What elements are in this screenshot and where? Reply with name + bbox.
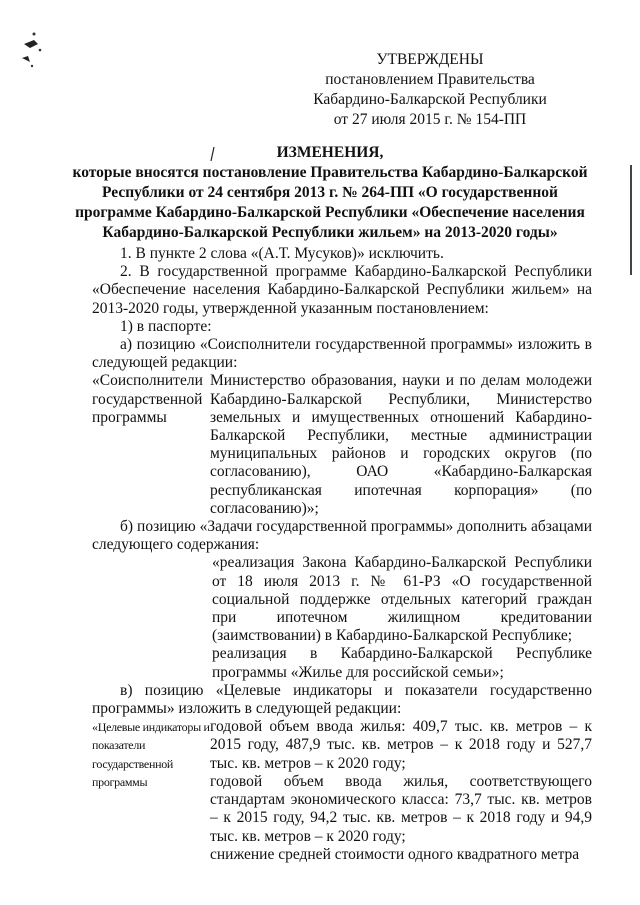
subitem-c: в) позицию «Целевые индикаторы и показатели государственно программы» изложить в следующей редакции: [92,681,592,718]
document-body [92,245,592,864]
approval-block [300,50,560,130]
document-title [70,143,590,243]
indicators-row [92,718,592,864]
scan-edge-mark [629,165,633,275]
approval-line-3: от 27 июля 2015 г. № 154-ПП [333,111,527,128]
approval-line-2: Кабардино-Балкарской Республики [313,91,547,108]
subitem-b: б) позицию «Задачи государственной программы» дополнить абзацами следующего содержания: [92,518,592,554]
indicator-3: снижение средней стоимости одного квадратного метра [210,845,580,863]
item-1: 1. В пункте 2 слова «(А.Т. Мусуков)» исключить. [120,245,444,262]
subitem-a: а) позицию «Соисполнители государственной программы» изложить в следующей редакции: [92,336,592,372]
indicator-2: годовой объем ввода жилья, соответствующего стандартам экономического класса: 73,7 тыс. кв. метров – к 2015 году, 94,2 тыс. кв. метров – к 2018 году и 94,9 тыс. кв. метров – к 2020 году; [210,772,592,845]
coexecutors-label: «Соисполнители государственной программы [92,372,203,426]
subitem-1: 1) в паспорте: [120,317,212,335]
approval-heading: УТВЕРЖДЕНЫ [376,51,484,68]
item-2: 2. В государственной программе Кабардино-Балкарской Республики «Обеспечение населения Кабардино-Балкарской Республики жильем» на 2013-2020 годы, утвержденной указанным постановлением: [92,263,592,317]
scan-marks [18,28,48,78]
title-line-2: Республики от 24 сентября 2013 г. № 264-ПП «О государственной [102,184,558,201]
tasks-text-2: реализация в Кабардино-Балкарской Республике программы «Жилье для российской семьи»; [212,645,592,681]
indicators-text [210,718,592,864]
title-heading: ИЗМЕНЕНИЯ, [276,144,384,161]
title-line-3: программе Кабардино-Балкарской Республики «Обеспечение населения [75,204,585,221]
title-line-1: которые вносятся постановление Правительства Кабардино-Балкарской [72,164,588,181]
tasks-text-1: «реализация Закона Кабардино-Балкарской Республики от 18 июля 2013 г. № 61-РЗ «О государственной социальной поддержке отдельных категорий граждан при ипотечном жилищном кредитовании (заимствовании) в Кабардино-Балкарской Республике; [212,554,592,645]
coexecutors-row [92,372,592,518]
coexecutors-text: Министерство образования, науки и по делам молодежи Кабардино-Балкарской Республики, Министерство земельных и имущественных отношений Кабардино-Балкарской Республики, местные администрации муниципальных районов и городских округов (по согласованию), ОАО «Кабардино-Балкарская республиканская ипотечная корпорация» (по согласованию)»; [210,372,592,517]
title-line-4: Кабардино-Балкарской Республики жильем» на 2013-2020 годы» [102,224,558,241]
approval-line-1: постановлением Правительства [325,71,535,88]
indicators-label: «Целевые индикаторы и показатели государственной программы [92,720,210,789]
indicator-1: годовой объем ввода жилья: 409,7 тыс. кв. метров – к 2015 году, 487,9 тыс. кв. метров – к 2018 году и 527,7 тыс. кв. метров – к 2020 году; [210,718,592,772]
